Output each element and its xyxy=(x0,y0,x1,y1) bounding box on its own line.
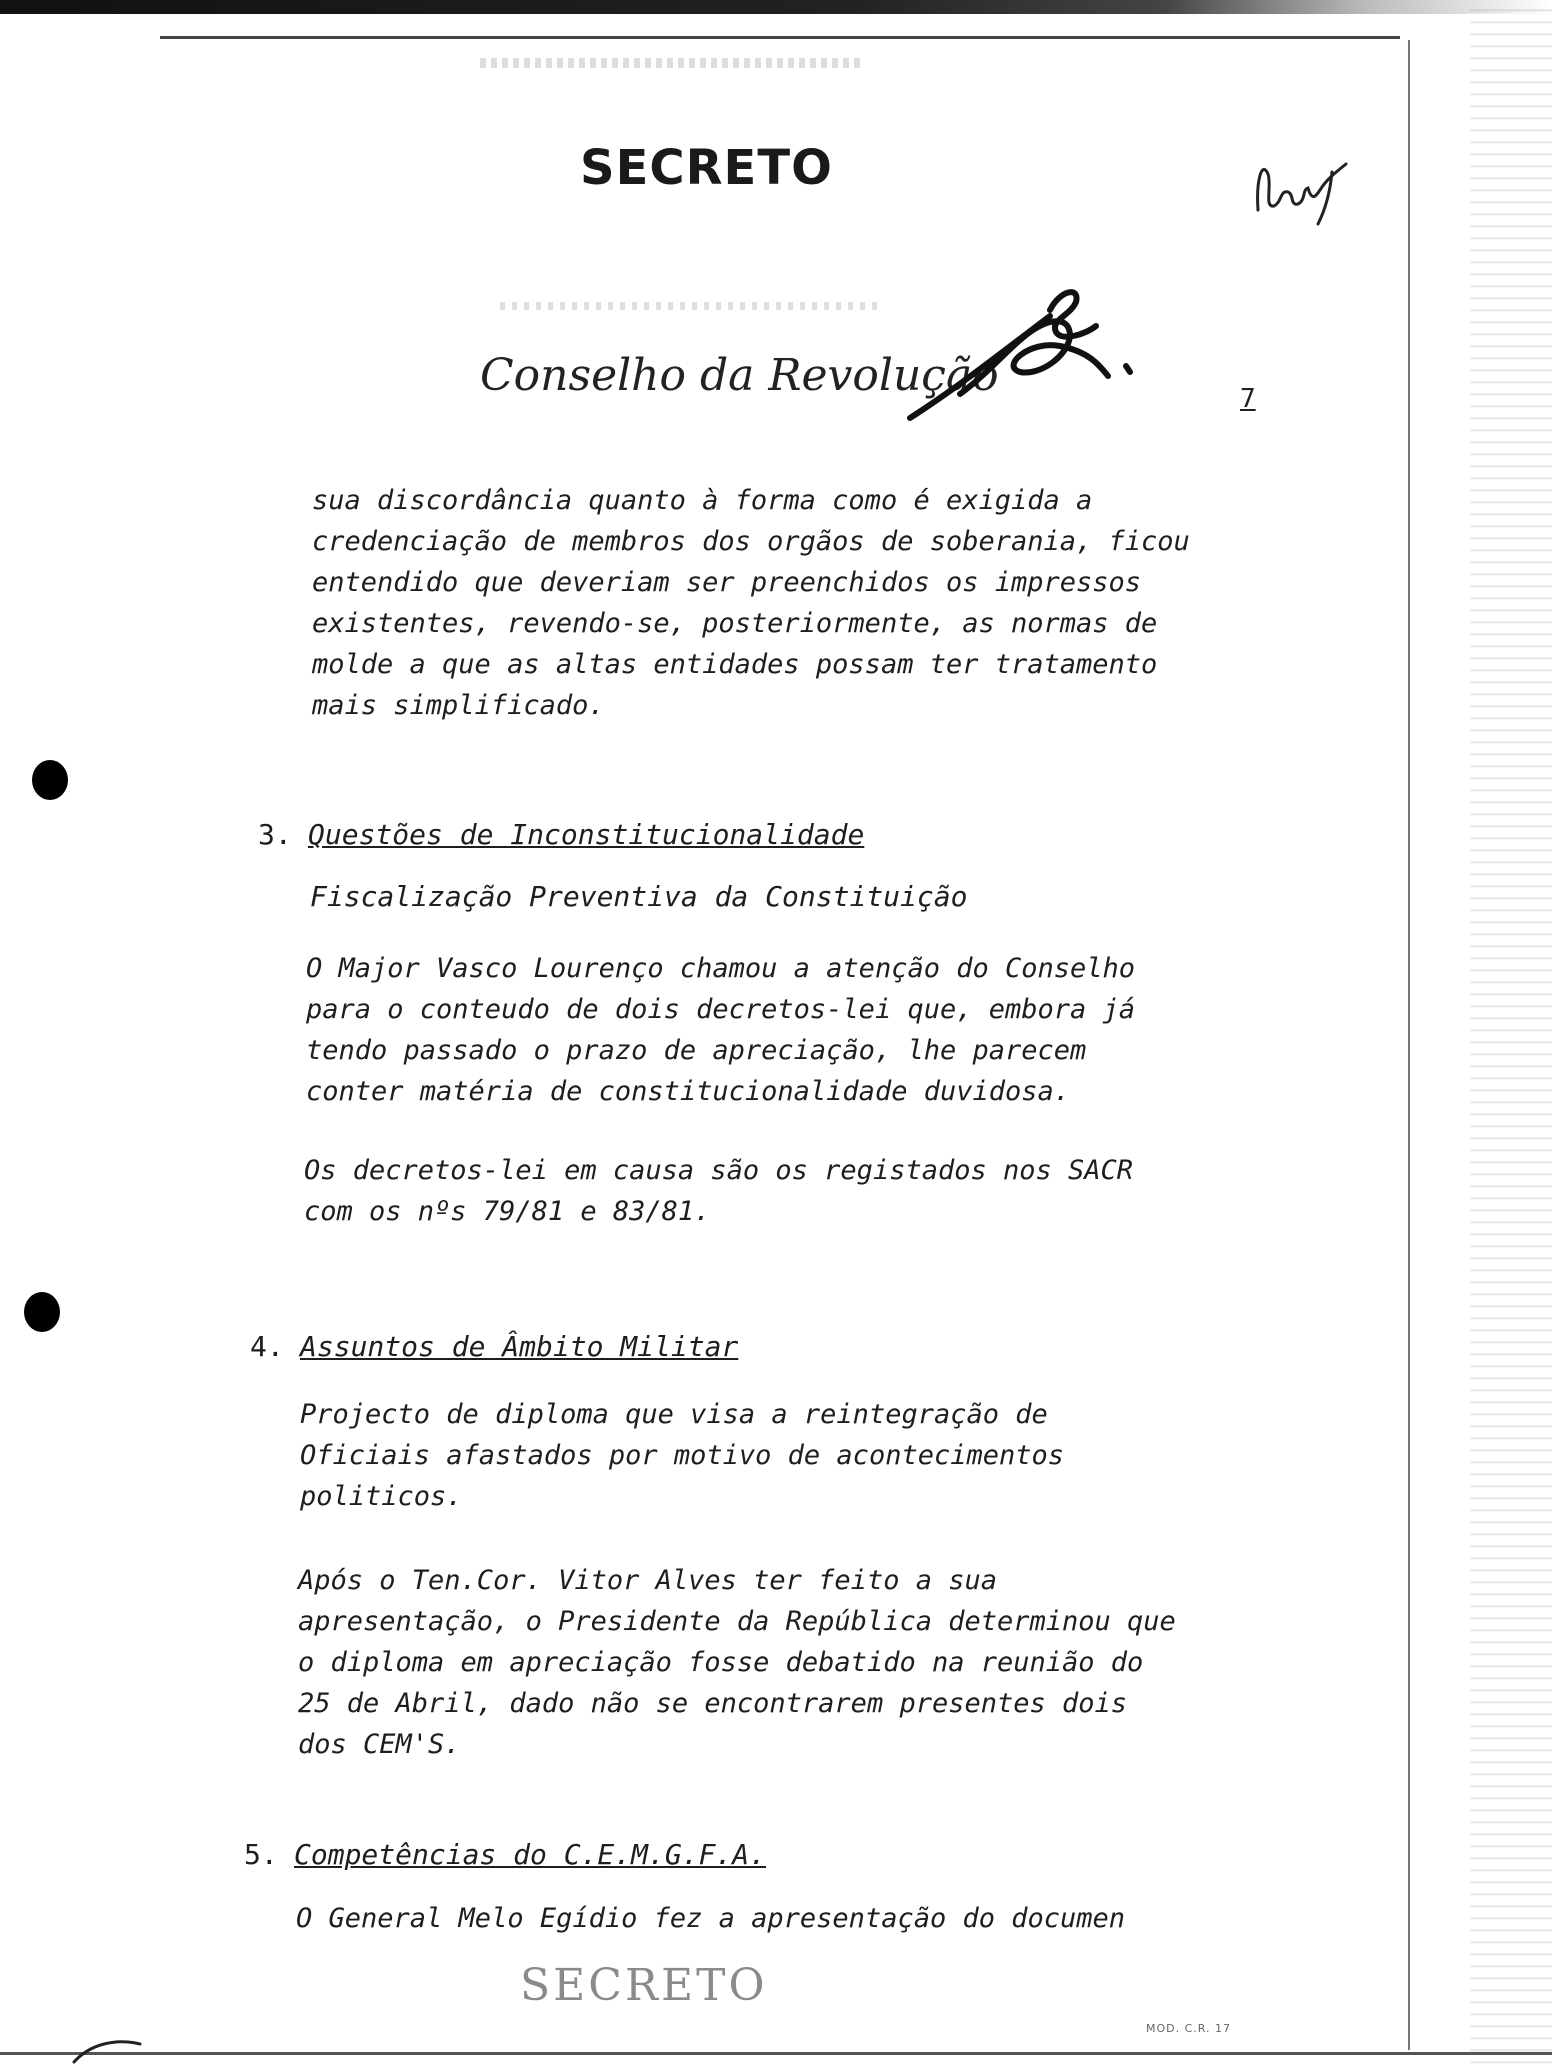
scan-noise-strip xyxy=(1470,0,1552,2064)
section-3-paragraph-1 xyxy=(306,948,1186,1112)
faint-bleed-through xyxy=(480,58,860,68)
classification-stamp-bottom: SECRETO xyxy=(520,1960,768,2011)
page-number: 7 xyxy=(1240,384,1256,414)
punch-hole-upper xyxy=(32,760,68,800)
faint-bleed-through xyxy=(500,302,880,310)
top-rule xyxy=(160,36,1400,39)
section-title: Competências do C.E.M.G.F.A. xyxy=(294,1838,767,1871)
section-number: 5. xyxy=(244,1838,278,1871)
punch-hole-lower xyxy=(24,1292,60,1332)
paragraph-text: O Major Vasco Lourenço chamou a atenção do Conselho para o conteudo de dois decretos-lei que, embora já tendo passado o prazo de apreciação, lhe parecem conter matéria de constitucionalidade duvidosa. xyxy=(306,953,1136,1107)
section-title: Questões de Inconstitucionalidade xyxy=(308,818,865,851)
section-heading-4 xyxy=(250,1330,738,1363)
section-title: Assuntos de Âmbito Militar xyxy=(300,1330,739,1363)
intro-paragraph xyxy=(312,480,1192,726)
section-4-paragraph-1 xyxy=(300,1394,1180,1517)
section-3-paragraph-2 xyxy=(304,1150,1184,1232)
paragraph-text: Os decretos-lei em causa são os registados nos SACR com os nºs 79/81 e 83/81. xyxy=(304,1155,1134,1227)
paragraph-text: sua discordância quanto à forma como é exigida a credenciação de membros dos orgãos de soberania, ficou entendido que deveriam ser preenchidos os impressos existentes, revendo-se, posteriormente, as normas de molde a que as altas entidades possam ter tratamento mais simplificado. xyxy=(312,485,1190,721)
section-5-paragraph-1 xyxy=(296,1898,1176,1939)
form-code: MOD. C.R. 17 xyxy=(1146,2022,1232,2035)
scan-top-edge xyxy=(0,0,1552,14)
paragraph-text: Após o Ten.Cor. Vitor Alves ter feito a sua apresentação, o Presidente da República determinou que o diploma em apreciação fosse debatido na reunião do 25 de Abril, dado não se encontrarem presentes dois dos CEM'S. xyxy=(298,1565,1176,1760)
section-number: 4. xyxy=(250,1330,284,1363)
letterhead: Conselho da Revolução xyxy=(480,350,999,401)
section-heading-3 xyxy=(258,818,864,851)
handwritten-initials xyxy=(1250,150,1360,230)
signature xyxy=(900,276,1140,436)
section-4-paragraph-2 xyxy=(298,1560,1178,1765)
right-margin-rule xyxy=(1408,40,1410,2050)
section-number: 3. xyxy=(258,818,292,851)
section-subtitle: Fiscalização Preventiva da Constituição xyxy=(310,880,968,913)
section-heading-5 xyxy=(244,1838,766,1871)
classification-stamp-top: SECRETO xyxy=(580,140,833,196)
handwritten-mark xyxy=(70,2036,160,2064)
paragraph-text: Projecto de diploma que visa a reintegração de Oficiais afastados por motivo de acontecimentos politicos. xyxy=(300,1399,1065,1512)
bottom-rule xyxy=(0,2052,1552,2055)
paragraph-text: O General Melo Egídio fez a apresentação do documen xyxy=(296,1903,1126,1934)
